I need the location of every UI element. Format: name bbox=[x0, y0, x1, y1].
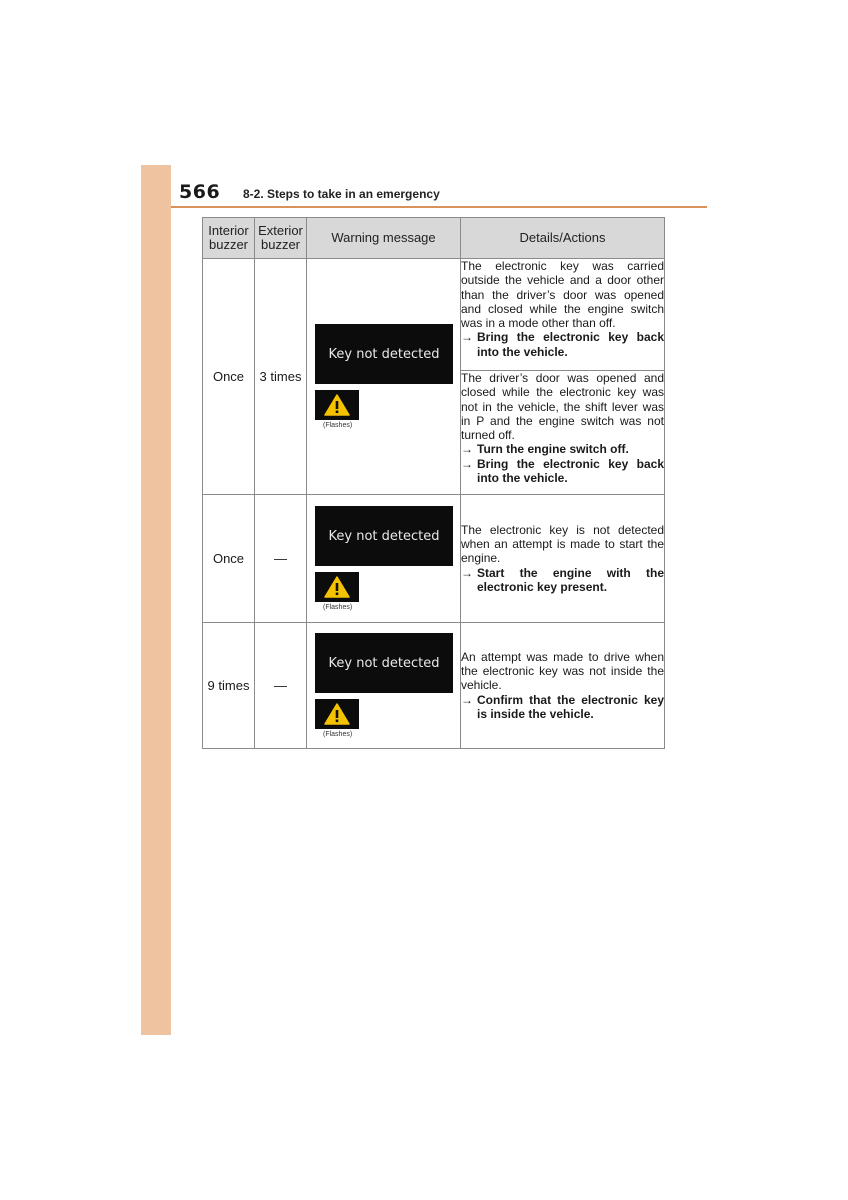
warning-message-cell bbox=[307, 259, 461, 495]
interior-buzzer-cell: 9 times bbox=[203, 623, 255, 749]
screen-text: Key not detected bbox=[328, 346, 440, 362]
flash-note: (Flashes) bbox=[323, 422, 353, 429]
details-cell bbox=[461, 495, 665, 623]
action-text: Bring the electronic key back into the vehicle. bbox=[477, 456, 664, 486]
action-text: Start the engine with the electronic key present. bbox=[477, 565, 664, 594]
warning-indicator bbox=[315, 572, 359, 602]
details-cell bbox=[461, 371, 665, 495]
header-rule bbox=[171, 206, 707, 208]
page-number: 566 bbox=[179, 181, 221, 203]
arrow-icon: → bbox=[461, 442, 473, 457]
table-row bbox=[203, 495, 665, 623]
action-text: Turn the engine switch off. bbox=[477, 442, 629, 457]
warning-indicator bbox=[315, 699, 359, 729]
flash-note: (Flashes) bbox=[323, 604, 353, 611]
display-screen bbox=[315, 324, 453, 384]
section-title: 8-2. Steps to take in an emergency bbox=[243, 187, 440, 201]
arrow-icon: → bbox=[461, 692, 473, 707]
arrow-icon: → bbox=[461, 330, 473, 345]
display-screen bbox=[315, 633, 453, 693]
detail-text: An attempt was made to drive when the electronic key was not inside the vehicle. bbox=[461, 649, 664, 693]
warning-triangle-icon bbox=[324, 703, 350, 725]
action-text: Bring the electronic key back into the vehicle. bbox=[477, 330, 664, 359]
header-exterior-buzzer: Exterior buzzer bbox=[255, 218, 307, 259]
page-header bbox=[171, 176, 707, 208]
table-header-row bbox=[203, 218, 665, 259]
warning-indicator bbox=[315, 390, 359, 420]
action-item bbox=[461, 330, 664, 359]
exterior-buzzer-cell: 3 times bbox=[255, 259, 307, 495]
header-details-actions: Details/Actions bbox=[461, 218, 665, 259]
detail-text: The electronic key was carried outside the vehicle and a door other than the driver’s door was opened and closed while the engine switch was in a mode other than off. bbox=[461, 259, 664, 331]
warning-message-cell bbox=[307, 495, 461, 623]
screen-text: Key not detected bbox=[328, 528, 440, 544]
interior-buzzer-cell: Once bbox=[203, 259, 255, 495]
details-cell bbox=[461, 259, 665, 371]
action-item bbox=[461, 693, 664, 722]
display-screen bbox=[315, 506, 453, 566]
exterior-buzzer-cell: — bbox=[255, 623, 307, 749]
warning-triangle-icon bbox=[324, 576, 350, 598]
side-tab bbox=[141, 165, 171, 1035]
warning-message-cell bbox=[307, 623, 461, 749]
detail-text: The electronic key is not detected when an attempt is made to start the engine. bbox=[461, 522, 664, 566]
action-item bbox=[461, 566, 664, 595]
details-cell bbox=[461, 623, 665, 749]
detail-text: The driver’s door was opened and closed while the electronic key was not in the vehicle, the shift lever was in P and the engine switch was not turned off. bbox=[461, 371, 664, 443]
action-item bbox=[461, 457, 664, 486]
action-item bbox=[461, 442, 664, 456]
screen-text: Key not detected bbox=[328, 655, 440, 671]
arrow-icon: → bbox=[461, 456, 473, 471]
arrow-icon: → bbox=[461, 565, 473, 580]
warning-table bbox=[202, 217, 665, 749]
table-row bbox=[203, 259, 665, 371]
interior-buzzer-cell: Once bbox=[203, 495, 255, 623]
table-row bbox=[203, 623, 665, 749]
flash-note: (Flashes) bbox=[323, 731, 353, 738]
exterior-buzzer-cell: — bbox=[255, 495, 307, 623]
header-warning-message: Warning message bbox=[307, 218, 461, 259]
warning-triangle-icon bbox=[324, 394, 350, 416]
header-interior-buzzer: Interior buzzer bbox=[203, 218, 255, 259]
action-text: Confirm that the electronic key is inside the vehicle. bbox=[477, 692, 664, 721]
